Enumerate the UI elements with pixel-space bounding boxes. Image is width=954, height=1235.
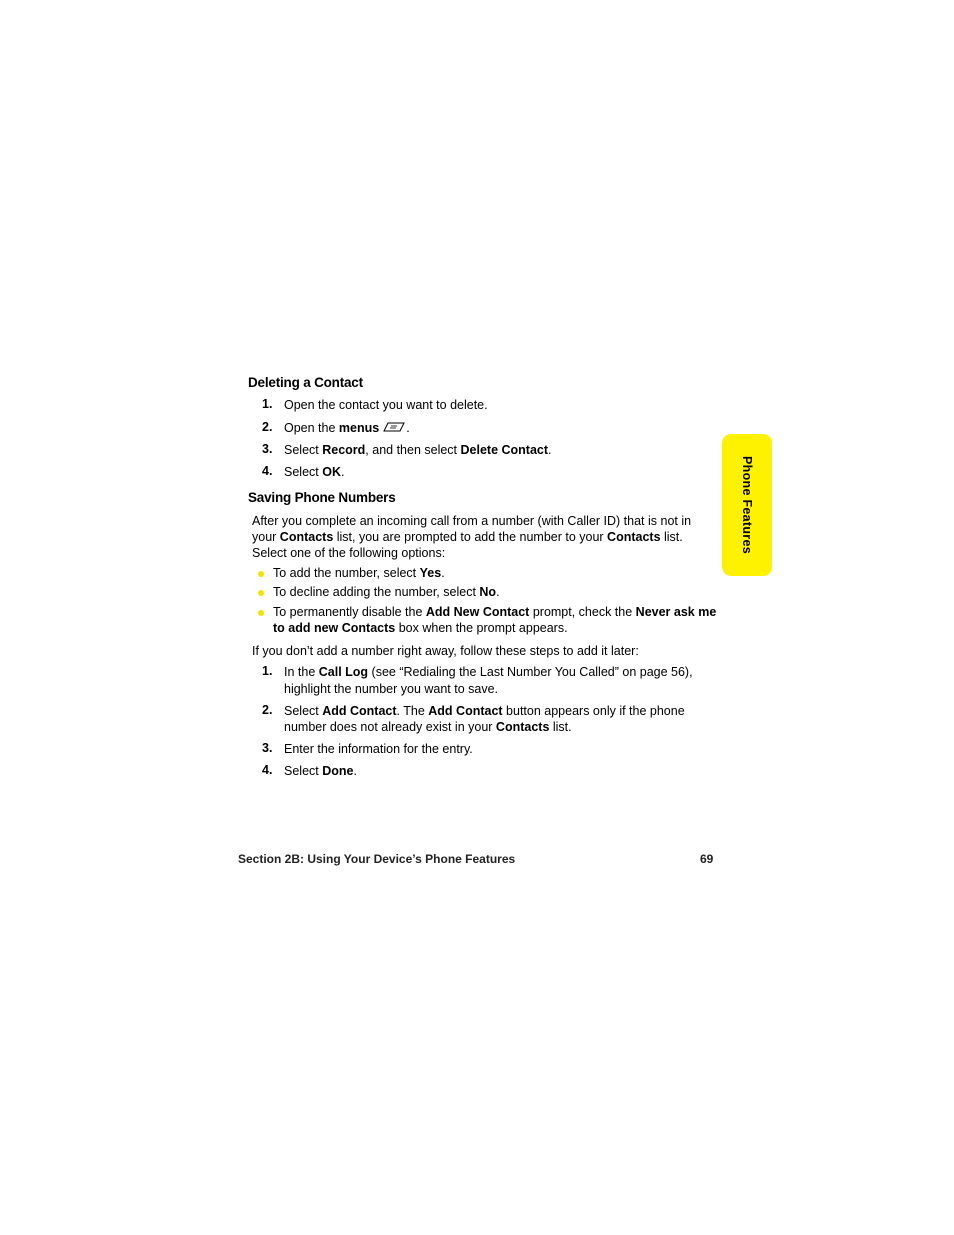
footer-section-title: Section 2B: Using Your Device’s Phone Features	[238, 852, 516, 866]
saving-step-1-line-1: In the Call Log (see “Redialing the Last Number You Called” on page 56),	[284, 665, 693, 679]
deleting-step-1: Open the contact you want to delete.	[284, 398, 488, 412]
option-yes: To add the number, select Yes.	[273, 566, 445, 580]
deleting-step-3: Select Record, and then select Delete Contact.	[284, 443, 552, 457]
saving-step-3: Enter the information for the entry.	[284, 742, 473, 756]
add-later-intro: If you don’t add a number right away, follow these steps to add it later:	[252, 644, 639, 658]
option-no: To decline adding the number, select No.	[273, 585, 500, 599]
saving-intro-line-2: your Contacts list, you are prompted to add the number to your Contacts list.	[252, 530, 683, 544]
saving-step-2-num: 2.	[262, 703, 273, 717]
saving-intro-line-1: After you complete an incoming call from a number (with Caller ID) that is not in	[252, 514, 692, 528]
deleting-heading: Deleting a Contact	[248, 375, 363, 390]
deleting-step-3-num: 3.	[262, 442, 273, 456]
saving-step-1-num: 1.	[262, 664, 273, 678]
bullet-dot	[258, 590, 264, 596]
saving-step-3-num: 3.	[262, 741, 273, 755]
deleting-step-2: Open the menus .	[284, 421, 410, 435]
deleting-step-4-num: 4.	[262, 464, 273, 478]
saving-heading: Saving Phone Numbers	[248, 490, 396, 505]
bullet-dot	[258, 571, 264, 577]
option-never-ask-line-1: To permanently disable the Add New Contact prompt, check the Never ask me	[273, 605, 717, 619]
section-side-tab	[722, 434, 772, 576]
saving-step-2-line-1: Select Add Contact. The Add Contact button appears only if the phone	[284, 704, 685, 718]
saving-step-4: Select Done.	[284, 764, 357, 778]
deleting-step-2-num: 2.	[262, 420, 273, 434]
side-tab-label: Phone Features	[740, 456, 754, 554]
saving-step-4-num: 4.	[262, 763, 273, 777]
saving-step-1-line-2: highlight the number you want to save.	[284, 682, 499, 696]
option-never-ask-line-2: to add new Contacts box when the prompt appears.	[273, 621, 568, 635]
menu-key-icon	[382, 421, 406, 437]
bullet-dot	[258, 610, 264, 616]
deleting-step-4: Select OK.	[284, 465, 345, 479]
page-number: 69	[700, 852, 714, 866]
deleting-step-1-num: 1.	[262, 397, 273, 411]
saving-step-2-line-2: number does not already exist in your Contacts list.	[284, 720, 572, 734]
saving-intro-line-3: Select one of the following options:	[252, 546, 446, 560]
